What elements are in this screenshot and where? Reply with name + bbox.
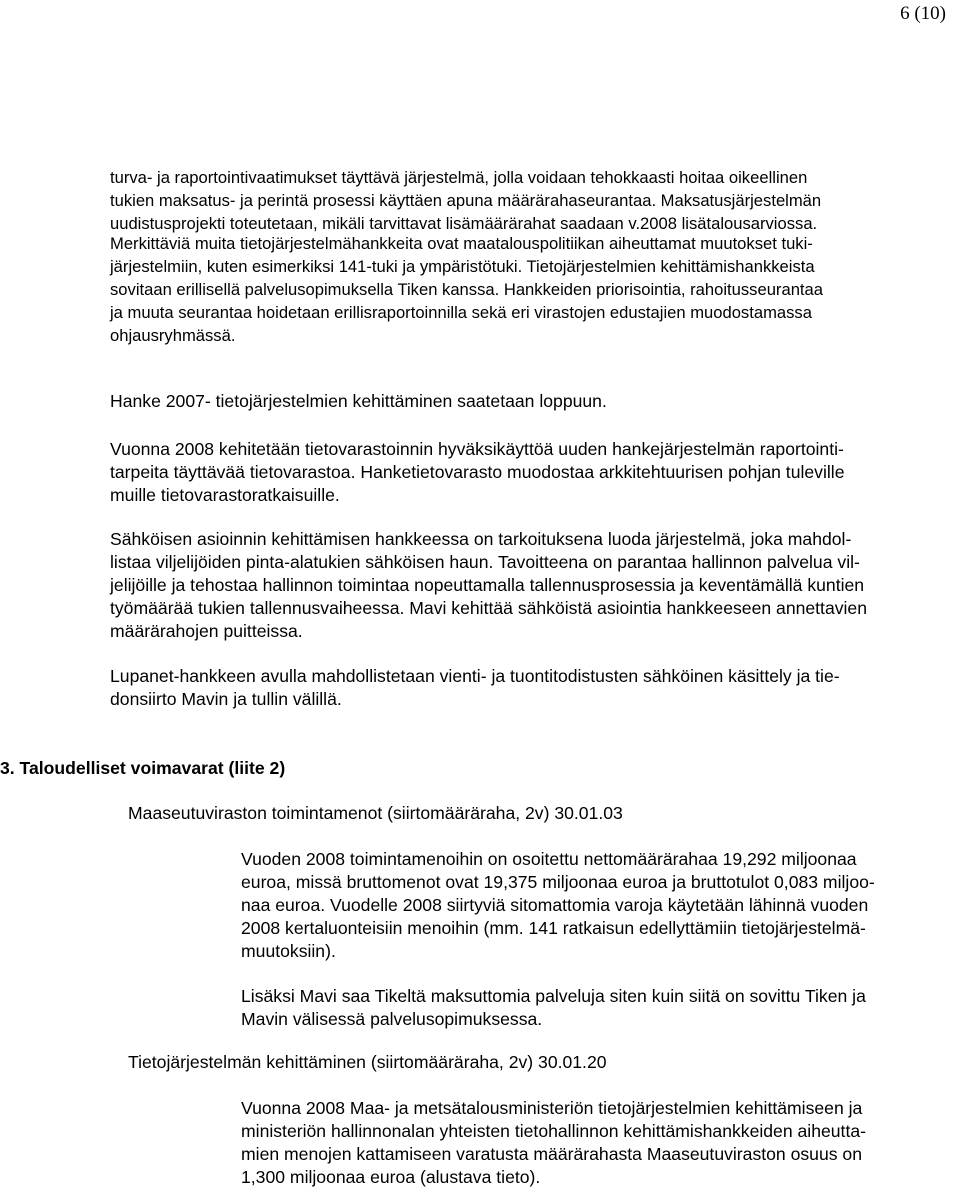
text-line: Hanke 2007- tietojärjestelmien kehittäminen saatetaan loppuun. [110, 391, 607, 411]
text-line: Vuonna 2008 kehitetään tietovarastoinnin hyväksikäyttöä uuden hankejärjestelmän raportointi- [110, 439, 844, 459]
budget-item-title-toimintamenot: Maaseutuviraston toimintamenot (siirtomääräraha, 2v) 30.01.03 [128, 803, 623, 823]
text-line: 1,300 miljoonaa euroa (alustava tieto). [241, 1167, 541, 1187]
text-line: ohjausryhmässä. [110, 326, 236, 345]
section-heading: 3. Taloudelliset voimavarat (liite 2) [0, 758, 286, 778]
text-line: Merkittäviä muita tietojärjestelmähankkeita ovat maatalouspolitiikan aiheuttamat muutokset tuki- [110, 234, 813, 253]
text-line: Lisäksi Mavi saa Tikeltä maksuttomia palveluja siten kuin siitä on sovittu Tiken ja [241, 986, 866, 1006]
text-line: jelijöille ja tehostaa hallinnon toimintaa nopeuttamalla tallennusprosessia ja keventämällä kuntien [110, 575, 865, 595]
paragraph-tietojarjestelma-kehittaminen [241, 1097, 866, 1189]
text-line: turva- ja raportointivaatimukset täyttävä järjestelmä, jolla voidaan tehokkaasti hoitaa oikeellinen [110, 168, 808, 187]
text-line: 2008 kertaluonteisiin menoihin (mm. 141 ratkaisun edellyttämiin tietojärjestelmä- [241, 918, 866, 938]
text-line: muutoksiin). [241, 941, 336, 961]
paragraph-hanke-2007 [110, 390, 607, 413]
paragraph-maksatus [110, 166, 821, 235]
paragraph-tietovarastointi [110, 438, 844, 507]
text-line: listaa viljelijöiden pinta-alatukien sähköisen haun. Tavoitteena on parantaa hallinnon palvelua vil- [110, 552, 860, 572]
text-line: euroa, missä bruttomenot ovat 19,375 miljoonaa euroa ja bruttotulot 0,083 miljoo- [241, 872, 875, 892]
text-line: muille tietovarastoratkaisuille. [110, 485, 340, 505]
text-line: mien menojen kattamiseen varatusta määrärahasta Maaseutuviraston osuus on [241, 1144, 863, 1164]
text-line: ja muuta seurantaa hoidetaan erillisraportoinnilla sekä eri virastojen edustajien muodostamassa [110, 303, 812, 322]
text-line: Vuoden 2008 toimintamenoihin on osoitettu nettomäärärahaa 19,292 miljoonaa [241, 849, 857, 869]
text-line: Lupanet-hankkeen avulla mahdollistetaan vienti- ja tuontitodistusten sähköinen käsittely ja tie- [110, 666, 840, 686]
text-line: ministeriön hallinnonalan yhteisten tietohallinnon kehittämishankkeiden aiheutta- [241, 1121, 866, 1141]
text-line: Mavin välisessä palvelusopimuksessa. [241, 1009, 543, 1029]
text-line: sovitaan erillisellä palvelusopimuksella Tiken kanssa. Hankkeiden priorisointia, rahoitusseurantaa [110, 280, 823, 299]
text-line: Sähköisen asioinnin kehittämisen hankkeessa on tarkoituksena luoda järjestelmä, joka mahdol- [110, 529, 852, 549]
text-line: naa euroa. Vuodelle 2008 siirtyviä sitomattomia varoja käytetään lähinnä vuoden [241, 895, 869, 915]
text-line: donsiirto Mavin ja tullin välillä. [110, 689, 342, 709]
paragraph-tike-palvelut [241, 985, 866, 1031]
text-line: tukien maksatus- ja perintä prosessi käyttäen apuna määrärahaseurantaa. Maksatusjärjestelmän [110, 191, 822, 210]
paragraph-lupanet [110, 665, 840, 711]
paragraph-toimintamenot [241, 848, 875, 963]
page-number: 6 (10) [900, 3, 946, 24]
text-line: järjestelmiin, kuten esimerkiksi 141-tuki ja ympäristötuki. Tietojärjestelmien kehittämishankkeista [110, 257, 815, 276]
text-line: Vuonna 2008 Maa- ja metsätalousministeriön tietojärjestelmien kehittämiseen ja [241, 1098, 863, 1118]
budget-item-title-tietojarjestelma: Tietojärjestelmän kehittäminen (siirtomääräraha, 2v) 30.01.20 [128, 1052, 607, 1072]
paragraph-sahkoinen-asiointi [110, 528, 867, 643]
text-line: määrärahojen puitteissa. [110, 621, 303, 641]
text-line: tarpeita täyttävää tietovarastoa. Hanketietovarasto muodostaa arkkitehtuurisen pohjan tuleville [110, 462, 845, 482]
paragraph-tietojarjestelmahankkeet [110, 232, 823, 347]
text-line: työmäärää tukien tallennusvaiheessa. Mavi kehittää sähköistä asiointia hankkeeseen annettavien [110, 598, 868, 618]
text-line: uudistusprojekti toteutetaan, mikäli tarvittavat lisämäärärahat saadaan v.2008 lisätalousarviossa. [110, 214, 818, 233]
